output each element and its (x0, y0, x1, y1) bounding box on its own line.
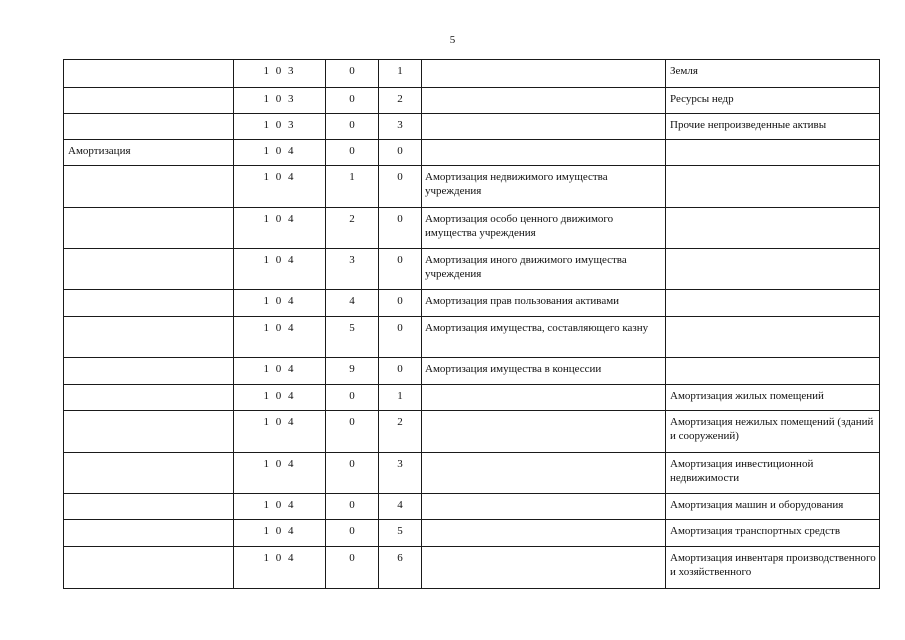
account-name-cell: Амортизация имущества в концессии (422, 358, 666, 385)
subaccount-code-cell: 5 (379, 520, 422, 547)
subaccount-name-cell (666, 249, 880, 290)
table-row (64, 453, 880, 494)
account-name-cell: Амортизация особо ценного движимого имущества учреждения (422, 208, 666, 249)
account-code-cell: 1 0 4 (234, 208, 326, 249)
table-row (64, 317, 880, 358)
analytic-code-cell: 3 (326, 249, 379, 290)
account-name-cell: Амортизация прав пользования активами (422, 290, 666, 317)
account-code-cell: 1 0 4 (234, 249, 326, 290)
account-code-cell: 1 0 4 (234, 520, 326, 547)
account-code-cell: 1 0 4 (234, 385, 326, 411)
group-cell (64, 547, 234, 589)
table-row (64, 166, 880, 208)
subaccount-name-cell (666, 166, 880, 208)
account-code-cell: 1 0 4 (234, 140, 326, 166)
analytic-code-cell: 0 (326, 114, 379, 140)
subaccount-name-cell: Амортизация инвентаря производственного и хозяйственного (666, 547, 880, 589)
analytic-code-cell: 0 (326, 547, 379, 589)
subaccount-code-cell: 0 (379, 166, 422, 208)
subaccount-name-cell (666, 140, 880, 166)
table-row (64, 494, 880, 520)
account-name-cell (422, 411, 666, 453)
account-code-cell: 1 0 4 (234, 411, 326, 453)
subaccount-code-cell: 0 (379, 249, 422, 290)
group-cell (64, 249, 234, 290)
subaccount-code-cell: 1 (379, 60, 422, 88)
group-cell (64, 453, 234, 494)
subaccount-name-cell (666, 317, 880, 358)
subaccount-name-cell: Амортизация жилых помещений (666, 385, 880, 411)
analytic-code-cell: 0 (326, 453, 379, 494)
account-code-cell: 1 0 4 (234, 547, 326, 589)
group-cell (64, 290, 234, 317)
subaccount-name-cell (666, 208, 880, 249)
group-cell (64, 114, 234, 140)
group-cell (64, 208, 234, 249)
account-name-cell (422, 140, 666, 166)
account-name-cell (422, 114, 666, 140)
account-name-cell (422, 520, 666, 547)
account-code-cell: 1 0 3 (234, 60, 326, 88)
subaccount-code-cell: 2 (379, 411, 422, 453)
subaccount-name-cell: Прочие непроизведенные активы (666, 114, 880, 140)
table-row (64, 520, 880, 547)
table-row (64, 208, 880, 249)
group-cell (64, 60, 234, 88)
account-name-cell: Амортизация иного движимого имущества учреждения (422, 249, 666, 290)
account-code-cell: 1 0 4 (234, 453, 326, 494)
analytic-code-cell: 4 (326, 290, 379, 317)
group-cell (64, 358, 234, 385)
subaccount-code-cell: 0 (379, 317, 422, 358)
subaccount-code-cell: 2 (379, 88, 422, 114)
account-name-cell: Амортизация имущества, составляющего казну (422, 317, 666, 358)
subaccount-name-cell: Амортизация транспортных средств (666, 520, 880, 547)
account-code-cell: 1 0 3 (234, 88, 326, 114)
analytic-code-cell: 1 (326, 166, 379, 208)
group-cell: Амортизация (64, 140, 234, 166)
account-name-cell (422, 453, 666, 494)
subaccount-name-cell: Амортизация нежилых помещений (зданий и сооружений) (666, 411, 880, 453)
group-cell (64, 385, 234, 411)
subaccount-name-cell (666, 358, 880, 385)
subaccount-code-cell: 0 (379, 358, 422, 385)
analytic-code-cell: 0 (326, 60, 379, 88)
table-row (64, 290, 880, 317)
subaccount-code-cell: 0 (379, 140, 422, 166)
table-row (64, 385, 880, 411)
account-code-cell: 1 0 4 (234, 317, 326, 358)
table-row (64, 60, 880, 88)
account-name-cell (422, 494, 666, 520)
account-code-cell: 1 0 4 (234, 290, 326, 317)
group-cell (64, 166, 234, 208)
table-row (64, 114, 880, 140)
analytic-code-cell: 0 (326, 140, 379, 166)
account-name-cell (422, 385, 666, 411)
account-name-cell (422, 60, 666, 88)
analytic-code-cell: 0 (326, 88, 379, 114)
table-row (64, 249, 880, 290)
subaccount-name-cell: Амортизация инвестиционной недвижимости (666, 453, 880, 494)
subaccount-name-cell: Земля (666, 60, 880, 88)
subaccount-code-cell: 6 (379, 547, 422, 589)
analytic-code-cell: 5 (326, 317, 379, 358)
account-code-cell: 1 0 3 (234, 114, 326, 140)
subaccount-code-cell: 3 (379, 114, 422, 140)
table-row (64, 547, 880, 589)
subaccount-code-cell: 1 (379, 385, 422, 411)
analytic-code-cell: 9 (326, 358, 379, 385)
subaccount-code-cell: 3 (379, 453, 422, 494)
group-cell (64, 317, 234, 358)
subaccount-name-cell (666, 290, 880, 317)
analytic-code-cell: 0 (326, 520, 379, 547)
analytic-code-cell: 0 (326, 494, 379, 520)
subaccount-code-cell: 0 (379, 290, 422, 317)
table-row (64, 411, 880, 453)
account-code-cell: 1 0 4 (234, 358, 326, 385)
group-cell (64, 494, 234, 520)
account-name-cell: Амортизация недвижимого имущества учреждения (422, 166, 666, 208)
analytic-code-cell: 0 (326, 411, 379, 453)
group-cell (64, 520, 234, 547)
account-name-cell (422, 88, 666, 114)
page-number: 5 (449, 34, 456, 46)
analytic-code-cell: 0 (326, 385, 379, 411)
analytic-code-cell: 2 (326, 208, 379, 249)
chart-of-accounts-table (63, 59, 880, 589)
table-row (64, 140, 880, 166)
account-code-cell: 1 0 4 (234, 494, 326, 520)
group-cell (64, 88, 234, 114)
account-name-cell (422, 547, 666, 589)
table-row (64, 88, 880, 114)
subaccount-code-cell: 0 (379, 208, 422, 249)
subaccount-name-cell: Амортизация машин и оборудования (666, 494, 880, 520)
subaccount-code-cell: 4 (379, 494, 422, 520)
table-row (64, 358, 880, 385)
account-code-cell: 1 0 4 (234, 166, 326, 208)
subaccount-name-cell: Ресурсы недр (666, 88, 880, 114)
group-cell (64, 411, 234, 453)
